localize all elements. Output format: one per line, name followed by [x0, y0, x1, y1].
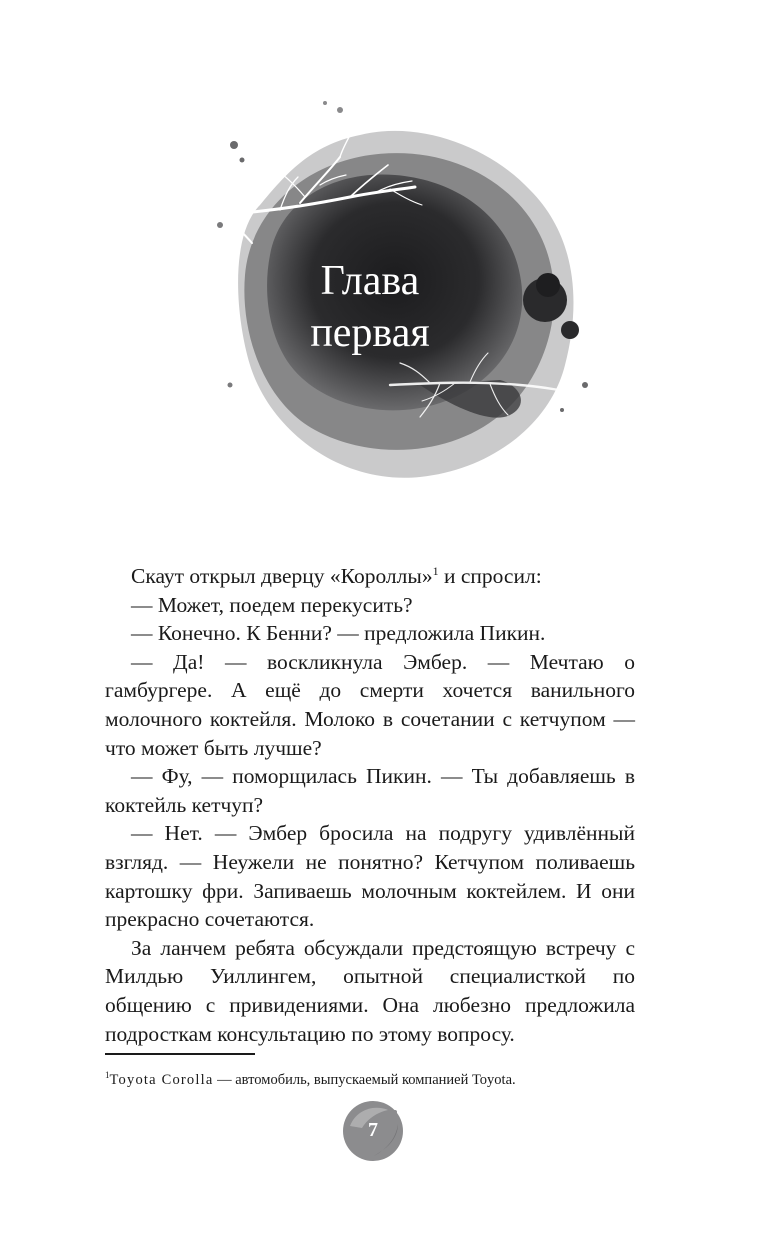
footnote-divider — [105, 1053, 255, 1055]
chapter-title — [230, 255, 510, 359]
paragraph-5: — Фу, — поморщилась Пикин. — Ты добавляешь в коктейль кетчуп? — [105, 764, 635, 817]
paragraph-1-text-end: и спросил: — [438, 564, 542, 588]
paragraph-2: — Может, поедем перекусить? — [131, 592, 413, 617]
footnote-mark: 1 — [105, 1070, 110, 1080]
chapter-title-line2: первая — [310, 310, 430, 356]
footnote — [105, 1066, 665, 1089]
page-number: 7 — [368, 1119, 378, 1141]
footnote-reference[interactable]: 1 — [432, 563, 439, 578]
footnote-term: Toyota Corolla — [109, 1071, 214, 1088]
paragraph-3: — Конечно. К Бенни? — предложила Пикин. — [131, 621, 546, 646]
chapter-title-line1: Глава — [320, 258, 420, 304]
paragraph-6: — Нет. — Эмбер бросила на подругу удивлённый взгляд. — Неужели не понятно? Кетчупом поливаешь картошку фри. Запиваешь молочным коктейлем. И они прекрасно сочетаются. — [105, 821, 635, 932]
paragraph-1-text: Скаут открыл дверцу «Короллы» — [131, 564, 433, 588]
body-text — [105, 562, 635, 1048]
paragraph-1 — [105, 562, 635, 591]
paragraph-4: — Да! — воскликнула Эмбер. — Мечтаю о гамбургере. А ещё до смерти хочется ванильного молочного коктейля. Молоко в сочетании с кетчупом — что может быть лучше? — [105, 649, 635, 760]
footnote-text: — автомобиль, выпускаемый компанией Toyota. — [213, 1071, 516, 1088]
paragraph-7: За ланчем ребята обсуждали предстоящую встречу с Милдью Уиллингем, опытной специалисткой по общению с привидениями. Она любезно предложила подросткам консультацию по этому вопросу. — [105, 935, 635, 1046]
